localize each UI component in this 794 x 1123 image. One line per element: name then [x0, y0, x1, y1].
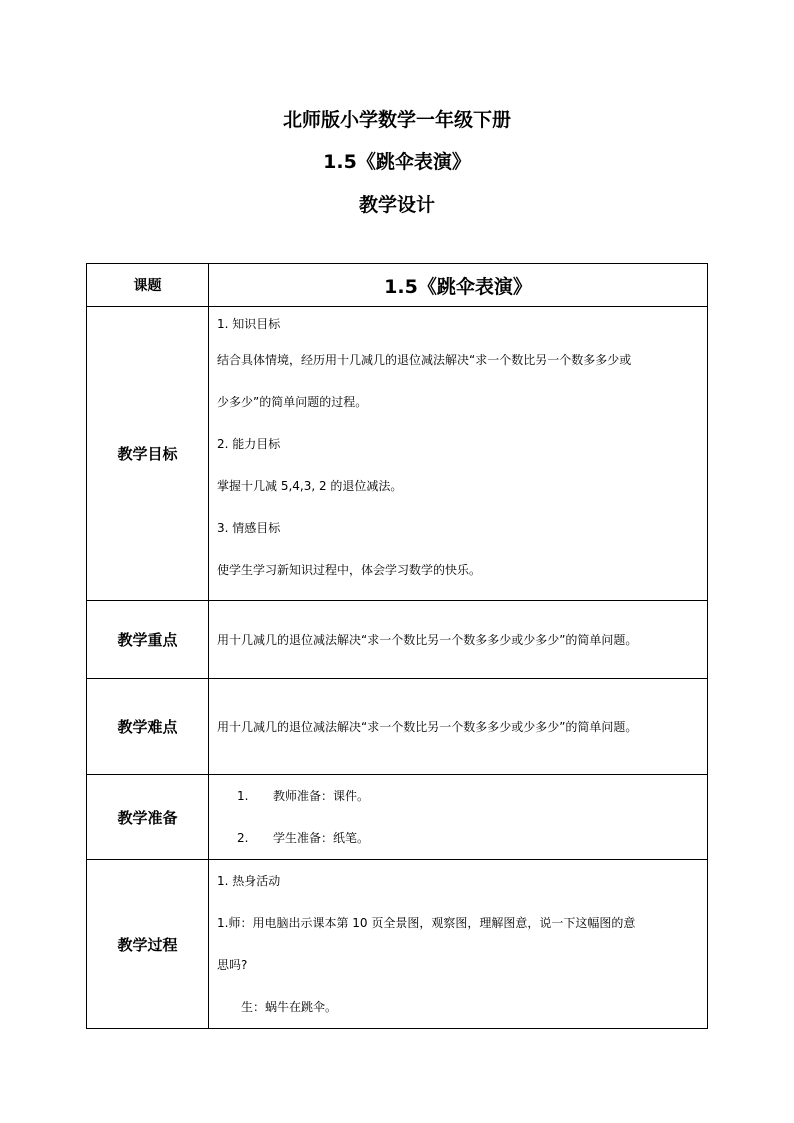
label-difficulties: 教学难点: [87, 679, 209, 775]
row-topic: [87, 264, 708, 307]
key-points-text: 用十几减几的退位减法解决“求一个数比另一个数多多少或少多少”的简单问题。: [209, 601, 708, 679]
list-item: [217, 775, 703, 817]
row-preparation: [87, 775, 708, 860]
process-text: 思吗?: [217, 958, 248, 972]
objective-text: 掌握十几减 5,4,3, 2 的退位减法。: [217, 479, 403, 493]
label-preparation: 教学准备: [87, 775, 209, 860]
process-content: [209, 860, 708, 1029]
difficulties-text: 用十几减几的退位减法解决“求一个数比另一个数多多少或少多少”的简单问题。: [209, 679, 708, 775]
label-key-points: 教学重点: [87, 601, 209, 679]
objective-heading-knowledge: 1. 知识目标: [217, 317, 281, 331]
doc-title-textbook: 北师版小学数学一年级下册: [282, 109, 511, 131]
row-key-points: [87, 601, 708, 679]
label-objectives: 教学目标: [87, 307, 209, 601]
process-text: 生：蜗牛在跳伞。: [241, 1000, 338, 1014]
objective-heading-emotion: 3. 情感目标: [217, 521, 281, 535]
doc-title-type: 教学设计: [358, 194, 435, 216]
lesson-plan-table: [86, 263, 708, 1029]
objectives-content: [209, 307, 708, 601]
process-heading: 1. 热身活动: [217, 874, 281, 888]
label-topic: 课题: [87, 264, 209, 307]
list-text: 教师准备：课件。: [273, 789, 370, 803]
preparation-content: [209, 775, 708, 860]
label-process: 教学过程: [87, 860, 209, 1029]
objective-text: 使学生学习新知识过程中，体会学习数学的快乐。: [217, 563, 482, 577]
row-objectives: [87, 307, 708, 601]
row-process: [87, 860, 708, 1029]
objective-heading-ability: 2. 能力目标: [217, 437, 281, 451]
list-text: 学生准备：纸笔。: [273, 831, 370, 845]
objective-text: 少多少”的简单问题的过程。: [217, 395, 368, 409]
process-text: 1.师：用电脑出示课本第 10 页全景图，观察图，理解图意，说一下这幅图的意: [217, 916, 636, 930]
list-number: 2.: [237, 831, 249, 845]
row-difficulties: [87, 679, 708, 775]
topic-value: 1.5《跳伞表演》: [209, 264, 708, 307]
objective-text: 结合具体情境，经历用十几减几的退位减法解决“求一个数比另一个数多多少或: [217, 353, 632, 367]
doc-title-lesson: 1.5《跳伞表演》: [323, 151, 471, 173]
list-item: [217, 817, 703, 859]
list-number: 1.: [237, 789, 249, 803]
